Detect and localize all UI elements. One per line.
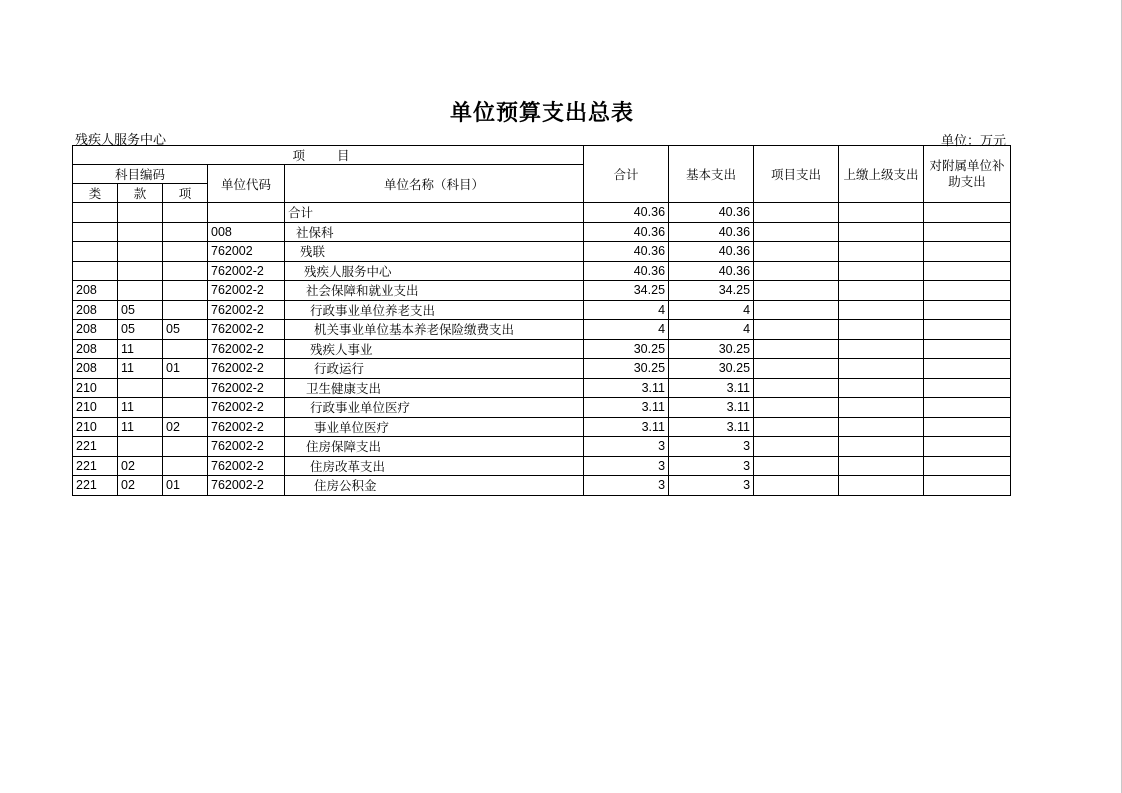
cell-project <box>754 339 839 359</box>
cell-class: 208 <box>73 281 118 301</box>
cell-entry <box>163 398 208 418</box>
cell-remit <box>839 261 924 281</box>
cell-unit-code: 762002-2 <box>208 339 285 359</box>
table-row <box>73 359 1011 379</box>
cell-total: 3.11 <box>584 378 669 398</box>
cell-total: 4 <box>584 300 669 320</box>
header-project: 项目支出 <box>754 146 839 203</box>
cell-remit <box>839 476 924 496</box>
cell-total: 40.36 <box>584 242 669 262</box>
cell-subsidy <box>924 437 1011 457</box>
cell-unit-name: 机关事业单位基本养老保险缴费支出 <box>285 320 584 340</box>
cell-basic: 3.11 <box>669 378 754 398</box>
cell-project <box>754 398 839 418</box>
cell-class: 221 <box>73 437 118 457</box>
cell-basic: 30.25 <box>669 359 754 379</box>
cell-remit <box>839 222 924 242</box>
cell-unit-name: 行政事业单位养老支出 <box>285 300 584 320</box>
cell-class: 208 <box>73 339 118 359</box>
cell-unit-code: 762002-2 <box>208 359 285 379</box>
cell-total: 4 <box>584 320 669 340</box>
cell-basic: 34.25 <box>669 281 754 301</box>
cell-subsidy <box>924 476 1011 496</box>
cell-project <box>754 261 839 281</box>
cell-unit-name: 住房保障支出 <box>285 437 584 457</box>
cell-class: 208 <box>73 359 118 379</box>
cell-section: 11 <box>118 398 163 418</box>
cell-subsidy <box>924 398 1011 418</box>
cell-unit-code: 762002-2 <box>208 281 285 301</box>
table-row <box>73 203 1011 223</box>
cell-unit-code: 762002-2 <box>208 261 285 281</box>
cell-section: 11 <box>118 339 163 359</box>
table-row <box>73 437 1011 457</box>
header-subject-code: 科目编码 <box>73 165 208 184</box>
cell-unit-code: 762002-2 <box>208 320 285 340</box>
cell-class: 208 <box>73 300 118 320</box>
header-basic: 基本支出 <box>669 146 754 203</box>
cell-subsidy <box>924 320 1011 340</box>
cell-basic: 3 <box>669 476 754 496</box>
cell-basic: 3 <box>669 456 754 476</box>
cell-remit <box>839 359 924 379</box>
cell-basic: 3.11 <box>669 417 754 437</box>
cell-remit <box>839 320 924 340</box>
cell-unit-name: 事业单位医疗 <box>285 417 584 437</box>
cell-class <box>73 203 118 223</box>
cell-subsidy <box>924 456 1011 476</box>
cell-remit <box>839 203 924 223</box>
cell-subsidy <box>924 339 1011 359</box>
cell-project <box>754 320 839 340</box>
cell-remit <box>839 281 924 301</box>
cell-subsidy <box>924 203 1011 223</box>
header-unit-code: 单位代码 <box>208 165 285 203</box>
cell-entry <box>163 456 208 476</box>
cell-unit-code: 762002-2 <box>208 300 285 320</box>
table-row <box>73 222 1011 242</box>
cell-subsidy <box>924 300 1011 320</box>
cell-unit-code: 762002-2 <box>208 417 285 437</box>
table-row <box>73 339 1011 359</box>
cell-entry <box>163 261 208 281</box>
table-row <box>73 261 1011 281</box>
cell-entry: 05 <box>163 320 208 340</box>
table-row <box>73 281 1011 301</box>
cell-section: 11 <box>118 359 163 379</box>
cell-unit-name: 社保科 <box>285 222 584 242</box>
cell-total: 40.36 <box>584 261 669 281</box>
cell-unit-name: 社会保障和就业支出 <box>285 281 584 301</box>
cell-unit-name: 卫生健康支出 <box>285 378 584 398</box>
cell-section: 05 <box>118 320 163 340</box>
cell-entry <box>163 281 208 301</box>
table-row <box>73 417 1011 437</box>
page-title: 单位预算支出总表 <box>449 101 634 126</box>
cell-unit-code: 762002-2 <box>208 378 285 398</box>
header-entry: 项 <box>163 184 208 203</box>
cell-entry <box>163 437 208 457</box>
cell-section: 05 <box>118 300 163 320</box>
cell-basic: 40.36 <box>669 261 754 281</box>
cell-class <box>73 222 118 242</box>
cell-project <box>754 242 839 262</box>
cell-unit-name: 残疾人事业 <box>285 339 584 359</box>
cell-basic: 40.36 <box>669 222 754 242</box>
cell-section: 02 <box>118 476 163 496</box>
header-remit: 上缴上级支出 <box>839 146 924 203</box>
cell-project <box>754 359 839 379</box>
cell-remit <box>839 437 924 457</box>
cell-basic: 30.25 <box>669 339 754 359</box>
header-subsidy: 对附属单位补助支出 <box>924 146 1011 203</box>
cell-subsidy <box>924 222 1011 242</box>
cell-unit-code: 762002-2 <box>208 476 285 496</box>
cell-remit <box>839 456 924 476</box>
cell-project <box>754 222 839 242</box>
cell-section <box>118 242 163 262</box>
cell-subsidy <box>924 261 1011 281</box>
cell-entry: 01 <box>163 476 208 496</box>
header-section: 款 <box>118 184 163 203</box>
cell-total: 30.25 <box>584 359 669 379</box>
cell-basic: 40.36 <box>669 242 754 262</box>
cell-unit-code: 008 <box>208 222 285 242</box>
org-name: 残疾人服务中心 <box>75 133 167 148</box>
cell-unit-name: 残联 <box>285 242 584 262</box>
table-row <box>73 456 1011 476</box>
cell-entry: 01 <box>163 359 208 379</box>
cell-total: 34.25 <box>584 281 669 301</box>
cell-unit-name: 合计 <box>285 203 584 223</box>
cell-section: 02 <box>118 456 163 476</box>
header-item: 项 目 <box>73 146 584 165</box>
cell-remit <box>839 417 924 437</box>
cell-remit <box>839 398 924 418</box>
table-row <box>73 398 1011 418</box>
cell-basic: 40.36 <box>669 203 754 223</box>
cell-unit-code: 762002 <box>208 242 285 262</box>
table-row <box>73 320 1011 340</box>
header-class: 类 <box>73 184 118 203</box>
cell-section <box>118 378 163 398</box>
cell-section <box>118 261 163 281</box>
cell-unit-name: 行政运行 <box>285 359 584 379</box>
cell-entry <box>163 203 208 223</box>
cell-entry <box>163 222 208 242</box>
cell-class: 208 <box>73 320 118 340</box>
cell-unit-name: 行政事业单位医疗 <box>285 398 584 418</box>
cell-class: 210 <box>73 398 118 418</box>
cell-project <box>754 378 839 398</box>
cell-project <box>754 203 839 223</box>
cell-class <box>73 261 118 281</box>
cell-subsidy <box>924 378 1011 398</box>
cell-project <box>754 476 839 496</box>
cell-total: 3.11 <box>584 417 669 437</box>
table-row <box>73 378 1011 398</box>
cell-subsidy <box>924 417 1011 437</box>
unit-label: 单位：万元 <box>940 134 1006 149</box>
cell-entry <box>163 339 208 359</box>
cell-total: 3.11 <box>584 398 669 418</box>
cell-total: 40.36 <box>584 203 669 223</box>
cell-total: 30.25 <box>584 339 669 359</box>
cell-basic: 3 <box>669 437 754 457</box>
cell-subsidy <box>924 242 1011 262</box>
cell-remit <box>839 242 924 262</box>
table-row <box>73 300 1011 320</box>
cell-project <box>754 417 839 437</box>
cell-entry <box>163 300 208 320</box>
cell-entry: 02 <box>163 417 208 437</box>
cell-basic: 4 <box>669 300 754 320</box>
cell-class: 210 <box>73 417 118 437</box>
cell-section <box>118 222 163 242</box>
cell-subsidy <box>924 359 1011 379</box>
cell-basic: 3.11 <box>669 398 754 418</box>
cell-project <box>754 281 839 301</box>
cell-unit-name: 住房改革支出 <box>285 456 584 476</box>
cell-project <box>754 437 839 457</box>
cell-project <box>754 300 839 320</box>
table-body <box>73 203 1011 496</box>
cell-unit-code <box>208 203 285 223</box>
cell-remit <box>839 339 924 359</box>
cell-unit-name: 残疾人服务中心 <box>285 261 584 281</box>
cell-total: 40.36 <box>584 222 669 242</box>
cell-project <box>754 456 839 476</box>
cell-total: 3 <box>584 437 669 457</box>
cell-section <box>118 203 163 223</box>
header-unit-name: 单位名称（科目） <box>285 165 584 203</box>
cell-basic: 4 <box>669 320 754 340</box>
budget-table <box>72 145 1011 496</box>
cell-class: 221 <box>73 476 118 496</box>
cell-section: 11 <box>118 417 163 437</box>
cell-remit <box>839 378 924 398</box>
header-total: 合计 <box>584 146 669 203</box>
cell-section <box>118 281 163 301</box>
cell-class <box>73 242 118 262</box>
cell-unit-code: 762002-2 <box>208 437 285 457</box>
cell-total: 3 <box>584 476 669 496</box>
cell-total: 3 <box>584 456 669 476</box>
cell-class: 221 <box>73 456 118 476</box>
table-row <box>73 242 1011 262</box>
cell-entry <box>163 242 208 262</box>
cell-section <box>118 437 163 457</box>
cell-unit-code: 762002-2 <box>208 456 285 476</box>
cell-subsidy <box>924 281 1011 301</box>
table-row <box>73 476 1011 496</box>
cell-remit <box>839 300 924 320</box>
cell-unit-name: 住房公积金 <box>285 476 584 496</box>
cell-class: 210 <box>73 378 118 398</box>
cell-entry <box>163 378 208 398</box>
cell-unit-code: 762002-2 <box>208 398 285 418</box>
